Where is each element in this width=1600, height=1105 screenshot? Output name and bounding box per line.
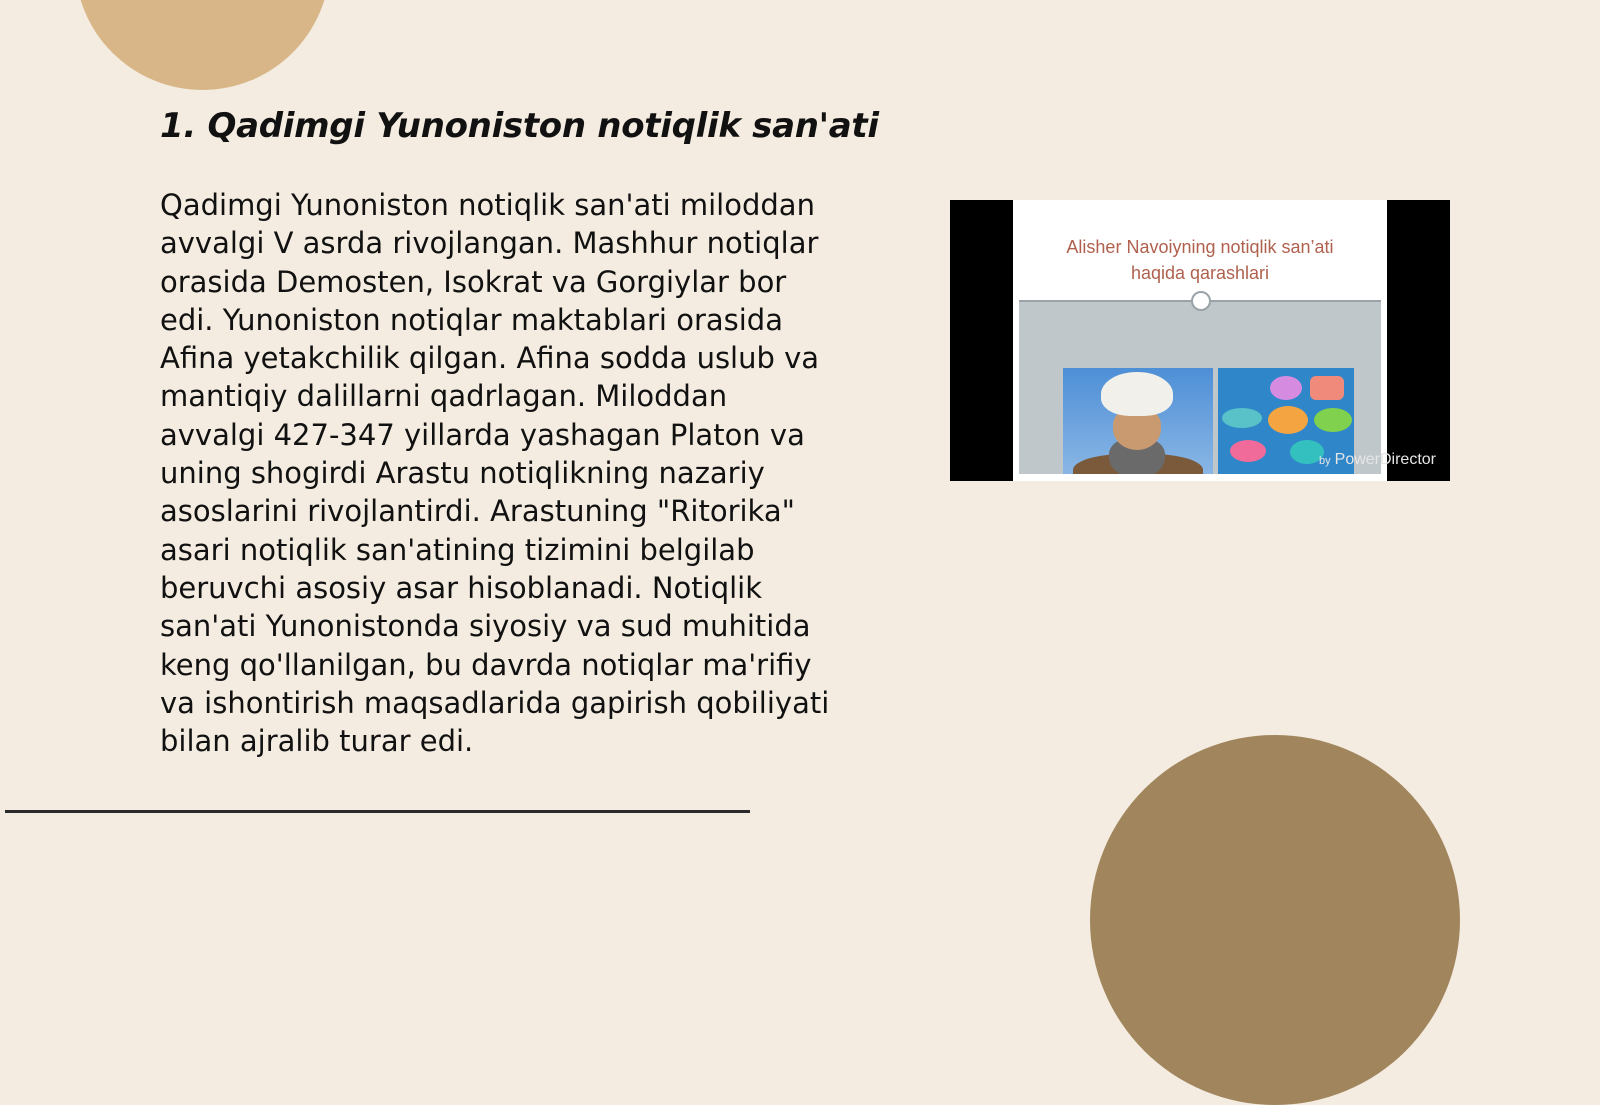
watermark-brand: PowerDirector (1334, 451, 1436, 468)
slide-body-text: Qadimgi Yunoniston notiqlik san'ati miloddan avvalgi V asrda rivojlangan. Mashhur notiqlar orasida Demosten, Isokrat va Gorgiylar bor edi. Yunoniston notiqlar maktablari orasida Afina yetakchilik qilgan. Afina sodda uslub va mantiqiy dalillarni qadrlagan. Miloddan avvalgi 427-347 yillarda yashagan Platon va uning shogirdi Arastu notiqlikning nazariy asoslarini rivojlantirdi. Arastuning "Ritorika" asari notiqlik san'atining tizimini belgilab beruvchi asosiy asar hisoblanadi. Notiqlik san'ati Yunonistonda siyosiy va sud muhitida keng qo'llanilgan, bu davrda notiqlar ma'rifiy va ishontirish maqsadlarida gapirish qobiliyati bilan ajralib turar edi. (160, 188, 830, 759)
portrait-image (1063, 368, 1213, 474)
video-slide-title-line2: haqida qarashlari (1130, 263, 1270, 283)
watermark-by: by (1319, 455, 1331, 467)
speech-bubble-icon (1310, 376, 1344, 400)
divider-line (5, 810, 750, 813)
video-frame-slide (1013, 200, 1387, 481)
speech-bubble-icon (1270, 376, 1302, 400)
speech-bubble-icon (1268, 406, 1308, 434)
powerdirector-watermark (1319, 451, 1436, 469)
speech-bubble-icon (1314, 408, 1352, 432)
speech-bubble-icon (1230, 440, 1266, 462)
portrait-turban (1101, 372, 1173, 416)
decorative-circle-top (75, 0, 330, 90)
video-slide-title (1013, 234, 1387, 286)
ring-icon (1191, 291, 1211, 311)
slide-title: 1. Qadimgi Yunoniston notiqlik san'ati (160, 106, 879, 146)
decorative-circle-bottom (1090, 735, 1460, 1105)
video-slide-title-line1: Alisher Navoiyning notiqlik san’ati (1066, 237, 1334, 257)
embedded-video[interactable] (950, 200, 1450, 481)
speech-bubble-icon (1222, 408, 1262, 428)
